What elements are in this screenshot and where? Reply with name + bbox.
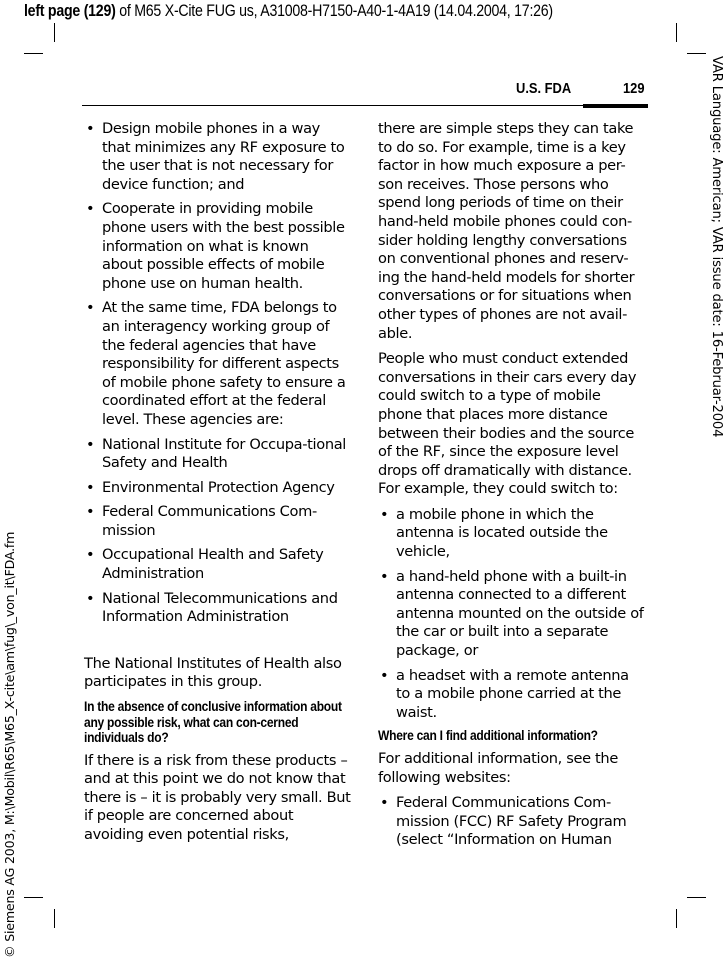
crop-mark-tr-h xyxy=(687,53,706,54)
bullet-icon: • xyxy=(380,794,389,812)
header-rule-accent xyxy=(583,104,648,108)
list-item: • Cooperate in providing mobile phone users with the best possible information on what is known about possible effects of mobile phone use on human health. xyxy=(86,200,345,292)
crop-mark-bl-h xyxy=(24,897,43,898)
list-item: • National Telecommunications and Information Administration xyxy=(86,589,338,626)
list-item: • a hand-held phone with a built-in antenna connected to a different antenna mounted on the outside of the car or built into a separate package, or xyxy=(380,567,644,660)
bullet-icon: • xyxy=(86,200,95,218)
bullet-icon: • xyxy=(86,546,95,564)
list-item: • a mobile phone in which the antenna is located outside the vehicle, xyxy=(380,505,608,561)
print-job-details: of M65 X-Cite FUG us, A31008-H7150-A40-1-4A19 (14.04.2004, 17:26) xyxy=(115,2,553,20)
steps-paragraph: there are simple steps they can take to do so. For example, time is a key factor in how much exposure a per-son receives. Those persons who spend long periods of time on their hand-held mobile phones could con-sider holding lengthy conversations on conventional phones and reserv-ing the hand-held models for shorter conversations or for situations when other types of phones are not avail-able. xyxy=(378,120,635,342)
page-number: 129 xyxy=(623,80,645,97)
bullet-icon: • xyxy=(86,478,95,496)
info-paragraph: For additional information, see the following websites: xyxy=(378,749,618,786)
nih-paragraph: The National Institutes of Health also participates in this group. xyxy=(84,654,342,691)
list-item: • Design mobile phones in a way that minimizes any RF exposure to the user that is not necessary for device function; and xyxy=(86,120,345,193)
bullet-icon: • xyxy=(380,666,389,684)
list-item: • Occupational Health and Safety Administration xyxy=(86,546,324,583)
print-job-header xyxy=(24,2,553,21)
list-item: • a headset with a remote antenna to a mobile phone carried at the waist. xyxy=(380,666,629,721)
cars-paragraph: People who must conduct extended conversations in their cars every day could switch to a type of mobile phone that places more distance between their bodies and the source of the RF, since the exposure level drops off dramatically with distance. For example, they could switch to: xyxy=(378,350,637,498)
bullet-icon: • xyxy=(380,505,389,523)
list-item: • At the same time, FDA belongs to an interagency working group of the federal agencies that have responsibility for different aspects of mobile phone safety to ensure a coordinated effort at the federal level. These agencies are: xyxy=(86,299,346,428)
left-column xyxy=(84,120,352,852)
list-item: • Federal Communications Com-mission xyxy=(86,503,317,539)
crop-mark-br-v xyxy=(676,909,677,928)
bullet-icon: • xyxy=(86,503,95,521)
header-rule xyxy=(82,105,648,106)
crop-mark-tl-h xyxy=(24,53,43,54)
risk-paragraph: If there is a risk from these products – and at this point we do not know that there is – it is probably very small. But if people are concerned about avoiding even potential risks, xyxy=(84,751,351,843)
fda-actions-list xyxy=(84,120,352,627)
phone-options-list xyxy=(378,506,646,723)
bullet-icon: • xyxy=(86,589,95,607)
bullet-icon: • xyxy=(380,567,389,585)
list-item: • National Institute for Occupa-tional Safety and Health xyxy=(86,435,347,472)
list-item: • Federal Communications Com-mission (FCC) RF Safety Program (select “Information on Human xyxy=(380,794,627,849)
question-heading: In the absence of conclusive information about any possible risk, what can con-cerned individuals do? xyxy=(84,698,342,746)
section-title: U.S. FDA xyxy=(516,80,572,97)
bullet-icon: • xyxy=(86,299,95,317)
bullet-icon: • xyxy=(86,120,95,137)
bullet-icon: • xyxy=(86,435,95,453)
print-job-page-label: left page (129) xyxy=(24,2,116,20)
copyright-file-path: © Siemens AG 2003, M:\Mobil\R65\M65_X-cite\am\fug\_von_it\FDA.fm xyxy=(2,531,17,958)
crop-mark-tl-v xyxy=(54,23,55,42)
crop-mark-bl-v xyxy=(54,909,55,928)
crop-mark-tr-v xyxy=(676,23,677,42)
right-column xyxy=(378,120,646,856)
crop-mark-br-h xyxy=(687,897,706,898)
var-language-note: VAR Language: American; VAR issue date: 16-Februar-2004 xyxy=(709,56,724,438)
list-item: • Environmental Protection Agency xyxy=(86,478,335,496)
websites-list xyxy=(378,794,646,850)
question-heading: Where can I find additional information? xyxy=(378,727,598,744)
